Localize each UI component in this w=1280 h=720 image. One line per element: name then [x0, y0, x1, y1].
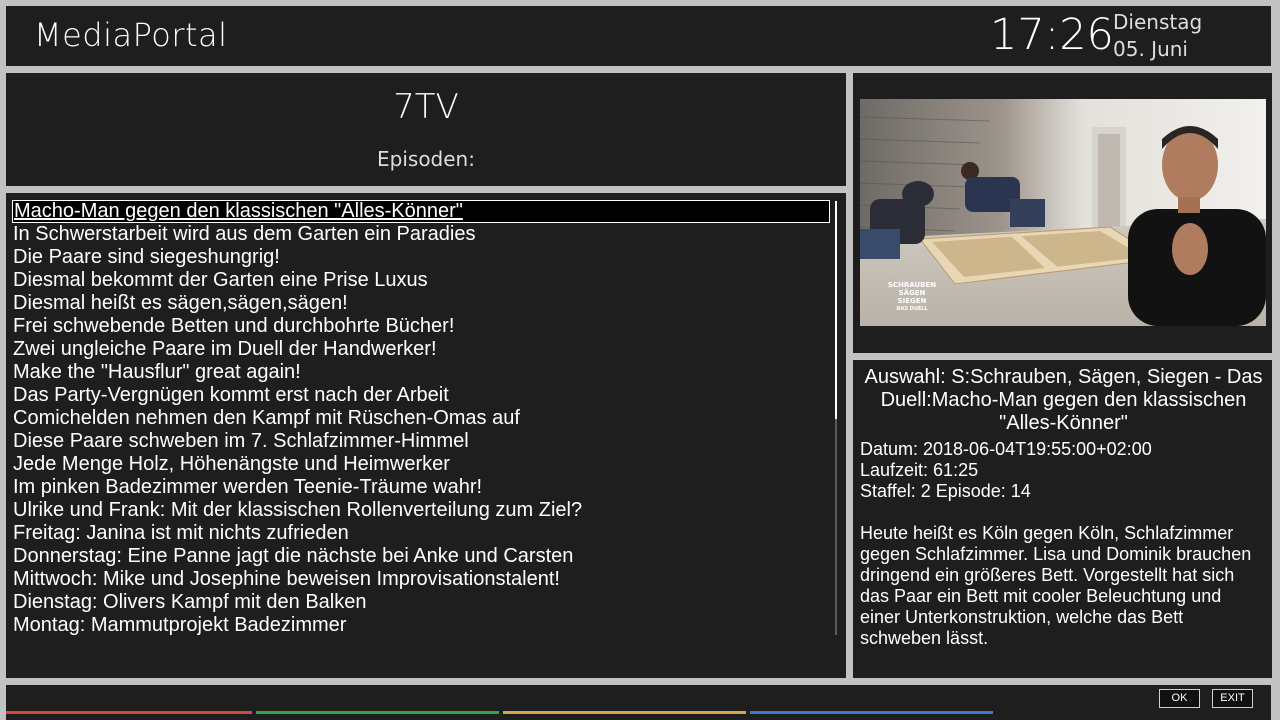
episode-list-item[interactable]: Das Party-Vergnügen kommt erst nach der Arbeit [13, 384, 449, 406]
episode-list-item[interactable]: In Schwerstarbeit wird aus dem Garten ein Paradies [13, 223, 476, 245]
episode-list-item[interactable]: Diese Paare schweben im 7. Schlafzimmer-Himmel [13, 430, 469, 452]
episode-list-item[interactable]: Jede Menge Holz, Höhenängste und Heimwerker [13, 453, 450, 475]
episode-list [12, 200, 830, 637]
episode-info-panel [853, 360, 1272, 678]
episode-list-item[interactable]: Zwei ungleiche Paare im Duell der Handwerker! [13, 338, 437, 360]
episode-list-item[interactable]: Frei schwebende Betten und durchbohrte Bücher! [13, 315, 455, 337]
blue-key-bar[interactable] [750, 711, 993, 714]
header-bar [6, 6, 1271, 66]
episode-list-item[interactable]: Diesmal heißt es sägen,sägen,sägen! [13, 292, 348, 314]
episode-description: Heute heißt es Köln gegen Köln, Schlafzimmer gegen Schlafzimmer. Lisa und Dominik brauchen dringend ein größeres Bett. Vorgestellt hat sich das Paar ein Bett mit cooler Beleuchtung und einer Unterkonstruktion, welche das Bett schweben lässt. [860, 523, 1252, 648]
weekday-label: Dienstag [1113, 10, 1203, 34]
ok-button[interactable]: OK [1159, 689, 1200, 708]
episode-list-item[interactable]: Mittwoch: Mike und Josephine beweisen Improvisationstalent! [13, 568, 560, 590]
episode-list-item[interactable]: Freitag: Janina ist mit nichts zufrieden [13, 522, 349, 544]
yellow-key-bar[interactable] [503, 711, 746, 714]
clock: 17:26 [990, 10, 1114, 60]
episode-preview-image [860, 99, 1266, 326]
airdate-label: Datum: 2018-06-04T19:55:00+02:00 [860, 439, 1152, 459]
footer-bar [6, 685, 1271, 720]
green-key-bar[interactable] [256, 711, 499, 714]
episodes-heading: Episoden: [377, 147, 475, 171]
episode-list-item[interactable]: Make the "Hausflur" great again! [13, 361, 301, 383]
red-key-bar[interactable] [6, 711, 252, 714]
episode-list-item[interactable]: Diesmal bekommt der Garten eine Prise Luxus [13, 269, 428, 291]
episode-list-item[interactable]: Die Paare sind siegeshungrig! [13, 246, 280, 268]
runtime-label: Laufzeit: 61:25 [860, 460, 979, 480]
svg-text:SCHRAUBEN: SCHRAUBEN [887, 281, 937, 289]
svg-text:SÄGEN: SÄGEN [898, 289, 926, 297]
scrollbar-thumb[interactable] [835, 201, 837, 419]
episode-list-item[interactable]: Macho-Man gegen den klassischen "Alles-Könner" [12, 200, 830, 223]
episode-list-item[interactable]: Im pinken Badezimmer werden Teenie-Träume wahr! [13, 476, 483, 498]
episode-list-item[interactable]: Dienstag: Olivers Kampf mit den Balken [13, 591, 367, 613]
episode-list-item[interactable]: Ulrike und Frank: Mit der klassischen Rollenverteilung zum Ziel? [13, 499, 583, 521]
scrollbar[interactable] [835, 201, 837, 635]
svg-text:SIEGEN: SIEGEN [897, 297, 927, 305]
channel-name: 7TV [393, 87, 459, 127]
episode-list-item[interactable]: Comichelden nehmen den Kampf mit Rüschen-Omas auf [13, 407, 520, 429]
date-label: 05. Juni [1113, 37, 1188, 61]
channel-panel [6, 73, 846, 186]
episode-list-panel [6, 193, 846, 678]
exit-button[interactable]: EXIT [1212, 689, 1253, 708]
app-title: MediaPortal [34, 16, 228, 54]
svg-text:DAS DUELL: DAS DUELL [896, 306, 928, 312]
preview-panel [853, 73, 1272, 353]
season-episode-label: Staffel: 2 Episode: 14 [860, 481, 1031, 501]
selection-title: Auswahl: S:Schrauben, Sägen, Siegen - Das Duell:Macho-Man gegen den klassischen "Alles-Könner" [864, 366, 1263, 434]
episode-list-item[interactable]: Montag: Mammutprojekt Badezimmer [13, 614, 347, 636]
episode-list-item[interactable]: Donnerstag: Eine Panne jagt die nächste bei Anke und Carsten [13, 545, 574, 567]
